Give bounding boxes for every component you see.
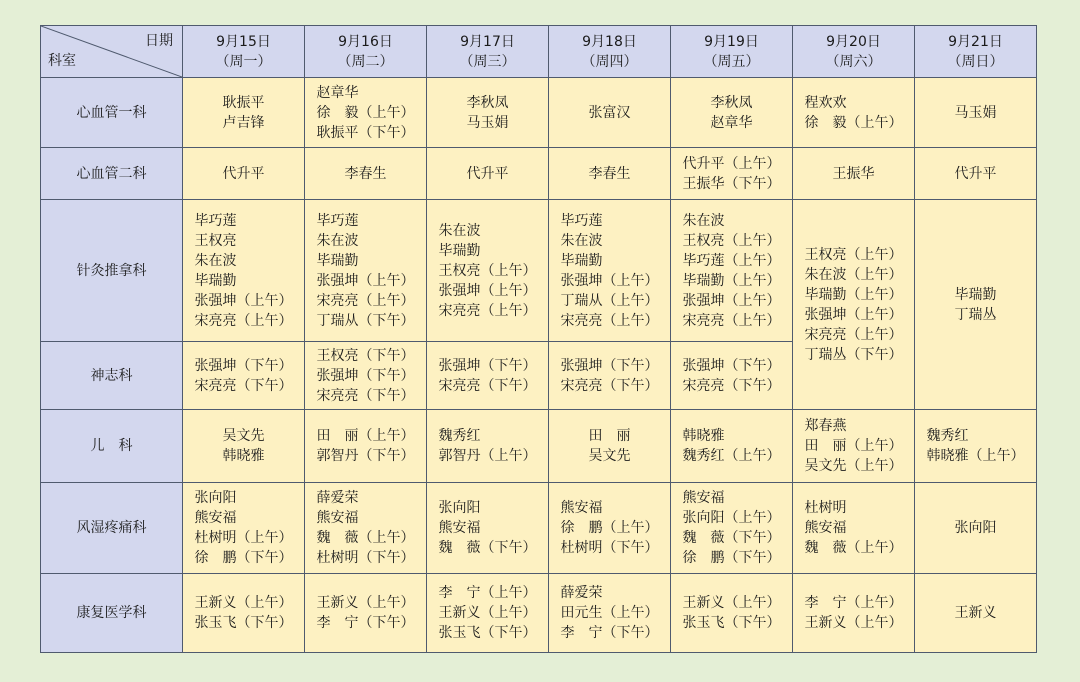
staff-entry: 张向阳 — [954, 520, 997, 536]
staff-entry: 朱在波（上午） — [804, 266, 903, 283]
staff-entry: 毕巧莲（上午） — [682, 252, 781, 269]
staff-entry: 熊安福 — [804, 520, 847, 536]
staff-entry: 张强坤（下午） — [682, 357, 781, 374]
date-text: 9月19日 — [704, 33, 759, 50]
staff-entry: 丁瑞丛（下午） — [804, 346, 903, 363]
duty-list — [955, 285, 997, 325]
staff-entry: 张强坤（上午） — [194, 292, 293, 309]
duty-list — [683, 593, 781, 633]
duty-list — [561, 498, 659, 558]
duty-cell — [549, 483, 671, 574]
duty-list — [439, 356, 537, 396]
staff-entry: 张强坤（下午） — [438, 357, 537, 374]
duty-cell — [305, 574, 427, 653]
duty-cell — [305, 148, 427, 200]
duty-cell — [305, 78, 427, 148]
duty-cell — [183, 574, 305, 653]
staff-entry: 王振华 — [832, 165, 875, 182]
staff-entry: 张玉飞（下午） — [682, 615, 781, 631]
duty-cell — [427, 148, 549, 200]
duty-cell — [671, 148, 793, 200]
duty-cell — [549, 342, 671, 410]
staff-entry: 王新义（上午） — [438, 605, 537, 621]
duty-cell — [549, 410, 671, 483]
staff-entry: 丁瑞丛 — [954, 306, 997, 323]
date-text: 9月17日 — [460, 33, 515, 50]
staff-entry: 魏 薇（下午） — [682, 530, 781, 546]
staff-entry: 毕瑞勤 — [560, 252, 603, 269]
staff-entry: 朱在波 — [316, 232, 359, 249]
duty-list — [589, 426, 631, 466]
duty-cell — [427, 78, 549, 148]
staff-entry: 杜树明（上午） — [194, 530, 293, 546]
duty-list — [439, 583, 537, 643]
duty-cell — [793, 148, 915, 200]
duty-cell — [671, 410, 793, 483]
staff-entry: 王新义 — [954, 605, 997, 621]
staff-entry: 张强坤（下午） — [194, 357, 293, 374]
staff-entry: 宋亮亮（上午） — [560, 312, 659, 329]
staff-entry: 宋亮亮（上午） — [438, 302, 537, 319]
staff-entry: 魏秀红 — [438, 428, 481, 444]
staff-entry: 熊安福 — [560, 500, 603, 516]
staff-entry: 毕瑞勤 — [438, 242, 481, 259]
staff-entry: 张富汉 — [588, 104, 631, 121]
duty-schedule-table — [40, 25, 1037, 653]
date-axis-label: 日期 — [145, 33, 173, 49]
duty-cell — [305, 410, 427, 483]
duty-cell — [793, 483, 915, 574]
schedule-row — [41, 574, 1037, 653]
duty-list — [805, 93, 903, 133]
duty-list — [223, 426, 265, 466]
duty-list — [223, 164, 265, 184]
duty-list — [561, 356, 659, 396]
staff-entry: 丁瑞从（下午） — [316, 312, 415, 329]
duty-cell — [793, 410, 915, 483]
staff-entry: 毕巧莲 — [560, 212, 603, 229]
staff-entry: 宋亮亮（下午） — [560, 377, 659, 394]
duty-list — [195, 211, 293, 331]
staff-entry: 张玉飞（下午） — [194, 615, 293, 631]
duty-list — [317, 426, 415, 466]
staff-entry: 徐 鹏（下午） — [194, 550, 293, 566]
date-text: 9月21日 — [948, 33, 1003, 50]
header-row — [41, 26, 1037, 78]
staff-entry: 吴文先 — [222, 428, 265, 444]
date-header-cell — [793, 26, 915, 78]
duty-list — [317, 83, 415, 143]
schedule-row — [41, 200, 1037, 342]
staff-entry: 赵章华 — [710, 114, 753, 131]
duty-cell — [793, 78, 915, 148]
staff-entry: 王新义（上午） — [194, 595, 293, 611]
duty-list — [927, 426, 1025, 466]
staff-entry: 王权亮（上午） — [438, 262, 537, 279]
staff-entry: 耿振平（下午） — [316, 124, 415, 141]
duty-list — [195, 488, 293, 568]
duty-list — [439, 221, 537, 321]
duty-cell — [549, 78, 671, 148]
department-name: 心血管二科 — [41, 148, 183, 200]
staff-entry: 朱在波 — [194, 252, 237, 269]
duty-list — [317, 346, 415, 406]
staff-entry: 毕瑞勤 — [194, 272, 237, 289]
staff-entry: 郭智丹（下午） — [316, 448, 415, 464]
staff-entry: 徐 鹏（下午） — [682, 550, 781, 566]
staff-entry: 郑春燕 — [804, 418, 847, 434]
staff-entry: 熊安福 — [316, 510, 359, 526]
staff-entry: 赵章华 — [316, 84, 359, 101]
staff-entry: 李 宁（上午） — [438, 585, 537, 601]
duty-cell — [183, 200, 305, 342]
duty-cell — [549, 200, 671, 342]
duty-cell — [671, 200, 793, 342]
staff-entry: 张向阳 — [194, 490, 237, 506]
staff-entry: 王权亮 — [194, 232, 237, 249]
duty-cell — [305, 342, 427, 410]
staff-entry: 熊安福 — [194, 510, 237, 526]
department-name: 风湿疼痛科 — [41, 483, 183, 574]
staff-entry: 宋亮亮（下午） — [194, 377, 293, 394]
staff-entry: 王新义（上午） — [804, 615, 903, 631]
duty-cell — [427, 410, 549, 483]
duty-list — [467, 164, 509, 184]
dept-axis-label: 科室 — [48, 53, 76, 69]
duty-list — [439, 426, 537, 466]
department-name: 康复医学科 — [41, 574, 183, 653]
department-name: 儿 科 — [41, 410, 183, 483]
staff-entry: 王新义（上午） — [316, 595, 415, 611]
staff-entry: 徐 毅（上午） — [316, 104, 415, 121]
staff-entry: 薛爱荣 — [316, 490, 359, 506]
staff-entry: 宋亮亮（上午） — [316, 292, 415, 309]
staff-entry: 卢吉锋 — [222, 114, 265, 131]
staff-entry: 魏 薇（上午） — [316, 530, 415, 546]
date-text: 9月18日 — [582, 33, 637, 50]
staff-entry: 徐 鹏（上午） — [560, 520, 659, 536]
staff-entry: 马玉娟 — [954, 104, 997, 121]
duty-list — [805, 416, 903, 476]
staff-entry: 毕巧莲 — [194, 212, 237, 229]
duty-cell — [915, 483, 1037, 574]
staff-entry: 毕瑞勤（上午） — [682, 272, 781, 289]
staff-entry: 杜树明（下午） — [316, 550, 415, 566]
staff-entry: 田 丽（上午） — [316, 428, 415, 444]
staff-entry: 张强坤（下午） — [560, 357, 659, 374]
staff-entry: 耿振平 — [222, 94, 265, 111]
date-header-cell — [915, 26, 1037, 78]
staff-entry: 吴文先 — [588, 448, 631, 464]
duty-list — [561, 211, 659, 331]
staff-entry: 田元生（上午） — [560, 605, 659, 621]
staff-entry: 毕瑞勤 — [316, 252, 359, 269]
duty-cell — [793, 200, 915, 410]
duty-list — [195, 593, 293, 633]
duty-list — [711, 93, 753, 133]
staff-entry: 郭智丹（上午） — [438, 448, 537, 464]
staff-entry: 张强坤（上午） — [316, 272, 415, 289]
duty-list — [683, 356, 781, 396]
schedule-row — [41, 78, 1037, 148]
schedule-row — [41, 410, 1037, 483]
staff-entry: 张强坤（上午） — [560, 272, 659, 289]
weekday-text: （周日） — [947, 53, 1004, 70]
date-header-cell — [427, 26, 549, 78]
duty-cell — [427, 200, 549, 342]
staff-entry: 李春生 — [344, 165, 387, 182]
staff-entry: 杜树明 — [804, 500, 847, 516]
duty-cell — [915, 200, 1037, 410]
duty-cell — [305, 483, 427, 574]
duty-cell — [549, 574, 671, 653]
staff-entry: 张强坤（下午） — [316, 367, 415, 384]
duty-cell — [915, 574, 1037, 653]
staff-entry: 李秋凤 — [466, 94, 509, 111]
schedule-row — [41, 483, 1037, 574]
staff-entry: 代升平 — [954, 165, 997, 182]
date-header-cell — [183, 26, 305, 78]
staff-entry: 熊安福 — [682, 490, 725, 506]
date-header-cell — [305, 26, 427, 78]
staff-entry: 王权亮（上午） — [804, 246, 903, 263]
weekday-text: （周六） — [825, 53, 882, 70]
staff-entry: 李春生 — [588, 165, 631, 182]
weekday-text: （周二） — [337, 53, 394, 70]
staff-entry: 薛爱荣 — [560, 585, 603, 601]
staff-entry: 毕瑞勤（上午） — [804, 286, 903, 303]
duty-list — [317, 211, 415, 331]
duty-cell — [793, 574, 915, 653]
duty-list — [805, 593, 903, 633]
staff-entry: 田 丽 — [588, 428, 631, 444]
staff-entry: 王权亮（下午） — [316, 347, 415, 364]
duty-cell — [305, 200, 427, 342]
staff-entry: 毕瑞勤 — [954, 286, 997, 303]
duty-cell — [183, 342, 305, 410]
duty-cell — [427, 574, 549, 653]
duty-cell — [671, 342, 793, 410]
duty-list — [589, 103, 631, 123]
staff-entry: 张向阳（上午） — [682, 510, 781, 526]
duty-list — [317, 593, 415, 633]
date-text: 9月20日 — [826, 33, 881, 50]
staff-entry: 王权亮（上午） — [682, 232, 781, 249]
duty-list — [683, 426, 781, 466]
staff-entry: 代升平 — [222, 165, 265, 182]
duty-list — [683, 211, 781, 331]
duty-list — [589, 164, 631, 184]
staff-entry: 张强坤（上午） — [804, 306, 903, 323]
duty-list — [439, 498, 537, 558]
department-name: 心血管一科 — [41, 78, 183, 148]
staff-entry: 张强坤（上午） — [438, 282, 537, 299]
duty-cell — [671, 574, 793, 653]
duty-cell — [671, 483, 793, 574]
staff-entry: 杜树明（下午） — [560, 540, 659, 556]
staff-entry: 张玉飞（下午） — [438, 625, 537, 641]
staff-entry: 吴文先（上午） — [804, 458, 903, 474]
staff-entry: 魏 薇（上午） — [804, 540, 903, 556]
duty-list — [561, 583, 659, 643]
staff-entry: 宋亮亮（上午） — [804, 326, 903, 343]
staff-entry: 马玉娟 — [466, 114, 509, 131]
staff-entry: 丁瑞从（上午） — [560, 292, 659, 309]
staff-entry: 宋亮亮（下午） — [438, 377, 537, 394]
duty-cell — [427, 342, 549, 410]
duty-cell — [183, 148, 305, 200]
staff-entry: 宋亮亮（上午） — [194, 312, 293, 329]
weekday-text: （周五） — [703, 53, 760, 70]
staff-entry: 魏秀红（上午） — [682, 448, 781, 464]
staff-entry: 程欢欢 — [804, 94, 847, 111]
staff-entry: 宋亮亮（下午） — [316, 387, 415, 404]
staff-entry: 徐 毅（上午） — [804, 114, 903, 131]
duty-cell — [915, 410, 1037, 483]
duty-list — [345, 164, 387, 184]
staff-entry: 朱在波 — [438, 222, 481, 239]
staff-entry: 张强坤（上午） — [682, 292, 781, 309]
staff-entry: 毕巧莲 — [316, 212, 359, 229]
duty-cell — [671, 78, 793, 148]
duty-list — [955, 603, 997, 623]
duty-list — [683, 154, 781, 194]
date-header-cell — [549, 26, 671, 78]
weekday-text: （周一） — [215, 53, 272, 70]
schedule-row — [41, 148, 1037, 200]
staff-entry: 魏 薇（下午） — [438, 540, 537, 556]
staff-entry: 王新义（上午） — [682, 595, 781, 611]
staff-entry: 宋亮亮（上午） — [682, 312, 781, 329]
duty-list — [955, 103, 997, 123]
staff-entry: 张向阳 — [438, 500, 481, 516]
staff-entry: 李 宁（上午） — [804, 595, 903, 611]
duty-cell — [183, 483, 305, 574]
staff-entry: 朱在波 — [682, 212, 725, 229]
duty-cell — [549, 148, 671, 200]
duty-list — [195, 356, 293, 396]
duty-list — [805, 245, 903, 365]
duty-list — [805, 498, 903, 558]
staff-entry: 韩晓雅（上午） — [926, 448, 1025, 464]
duty-list — [467, 93, 509, 133]
corner-header-cell — [41, 26, 183, 78]
duty-list — [683, 488, 781, 568]
staff-entry: 田 丽（上午） — [804, 438, 903, 454]
staff-entry: 朱在波 — [560, 232, 603, 249]
staff-entry: 魏秀红 — [926, 428, 969, 444]
staff-entry: 宋亮亮（下午） — [682, 377, 781, 394]
date-text: 9月15日 — [216, 33, 271, 50]
duty-list — [317, 488, 415, 568]
duty-list — [833, 164, 875, 184]
duty-cell — [915, 148, 1037, 200]
department-name: 神志科 — [41, 342, 183, 410]
staff-entry: 韩晓雅 — [222, 448, 265, 464]
staff-entry: 王振华（下午） — [682, 175, 781, 192]
staff-entry: 韩晓雅 — [682, 428, 725, 444]
duty-cell — [183, 410, 305, 483]
staff-entry: 李秋凤 — [710, 94, 753, 111]
weekday-text: （周四） — [581, 53, 638, 70]
staff-entry: 李 宁（下午） — [316, 615, 415, 631]
date-header-cell — [671, 26, 793, 78]
duty-cell — [915, 78, 1037, 148]
date-text: 9月16日 — [338, 33, 393, 50]
duty-list — [223, 93, 265, 133]
duty-list — [955, 164, 997, 184]
staff-entry: 李 宁（下午） — [560, 625, 659, 641]
department-name: 针灸推拿科 — [41, 200, 183, 342]
staff-entry: 熊安福 — [438, 520, 481, 536]
duty-cell — [427, 483, 549, 574]
duty-list — [955, 518, 997, 538]
staff-entry: 代升平（上午） — [682, 155, 781, 172]
weekday-text: （周三） — [459, 53, 516, 70]
duty-cell — [183, 78, 305, 148]
staff-entry: 代升平 — [466, 165, 509, 182]
